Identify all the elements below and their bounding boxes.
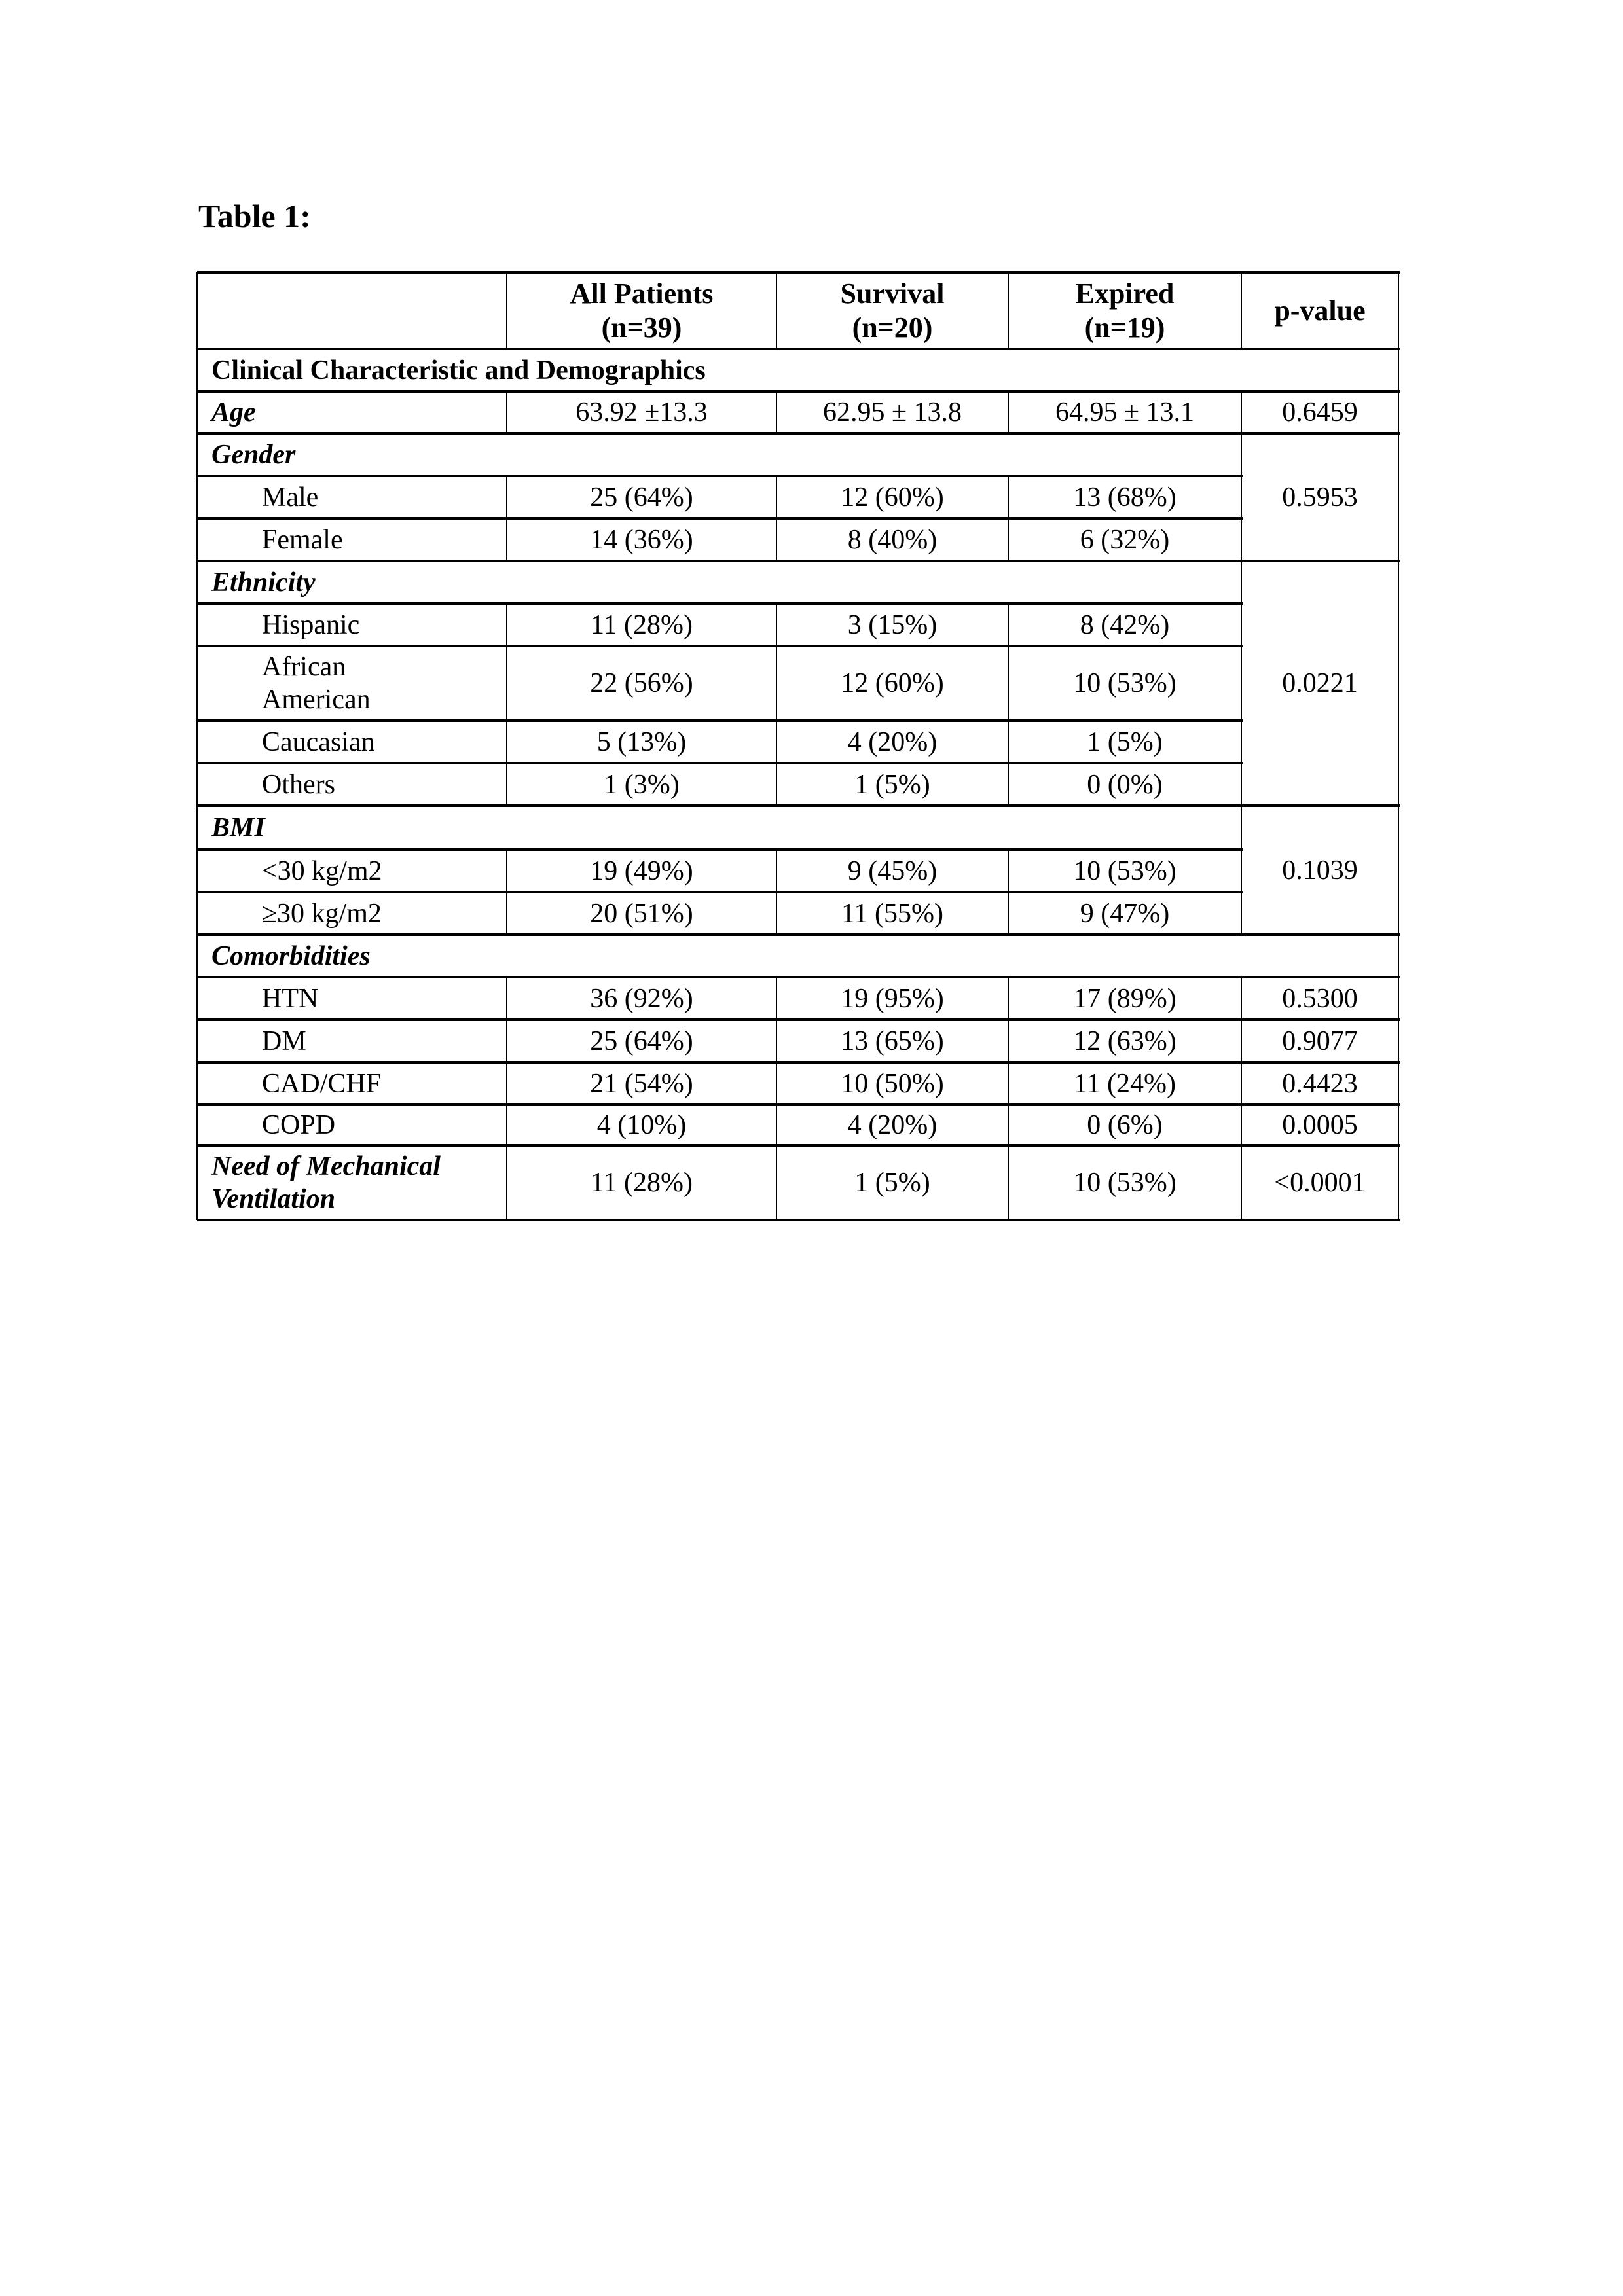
- cell-age-expired: 64.95 ± 13.1: [1055, 397, 1195, 427]
- cell-survival: 11 (55%): [841, 898, 943, 929]
- row-divider: [197, 848, 1243, 851]
- cell-survival: 12 (60%): [841, 482, 944, 512]
- cell-expired: 10 (53%): [1073, 855, 1176, 886]
- row-divider: [197, 719, 1243, 722]
- column-divider: [1241, 977, 1242, 1220]
- column-divider: [506, 850, 507, 935]
- cell-expired: 11 (24%): [1074, 1068, 1176, 1099]
- column-header-pvalue: p-value: [1274, 294, 1366, 327]
- column-header-title: Expired: [1075, 277, 1175, 310]
- cell-survival: 9 (45%): [847, 855, 938, 886]
- row-label: Caucasian: [262, 726, 375, 757]
- cell-age-pvalue: 0.6459: [1282, 397, 1358, 427]
- cell-survival: 13 (65%): [841, 1026, 944, 1056]
- cell-survival: 4 (20%): [847, 726, 938, 757]
- cell-ventilation-survival: 1 (5%): [854, 1168, 930, 1198]
- row-label: DM: [262, 1026, 306, 1056]
- cell-expired: 6 (32%): [1080, 524, 1170, 555]
- header-blank: [197, 272, 507, 349]
- column-divider: [1008, 603, 1009, 806]
- row-divider: [197, 976, 1400, 978]
- row-label: Others: [262, 769, 335, 800]
- cell-survival: 19 (95%): [841, 983, 944, 1014]
- column-divider: [1241, 806, 1242, 935]
- column-divider: [776, 603, 777, 806]
- cell-survival: 4 (20%): [847, 1110, 938, 1140]
- cell-pvalue: 0.0005: [1282, 1110, 1358, 1140]
- cell-expired: 8 (42%): [1080, 609, 1170, 640]
- row-divider: [197, 271, 1400, 274]
- row-divider: [197, 432, 1400, 435]
- row-divider: [197, 804, 1400, 807]
- row-label: Female: [262, 524, 343, 555]
- row-label-african-american: [197, 646, 507, 721]
- cell-pvalue: 0.5300: [1282, 983, 1358, 1014]
- column-divider: [506, 603, 507, 806]
- row-divider: [197, 1144, 1400, 1147]
- row-label-african-american-line-2: American: [262, 685, 371, 715]
- cell-ventilation-expired: 10 (53%): [1073, 1168, 1176, 1198]
- row-divider: [197, 1219, 1400, 1221]
- row-divider: [197, 602, 1243, 605]
- row-divider: [197, 517, 1243, 520]
- section-title: Clinical Characteristic and Demographics: [211, 355, 706, 386]
- cell-survival: 10 (50%): [841, 1068, 944, 1099]
- cell-expired: 0 (0%): [1087, 769, 1163, 800]
- cell-expired: 0 (6%): [1087, 1110, 1163, 1140]
- cell-all: 20 (51%): [590, 898, 693, 929]
- column-header-n: (n=20): [852, 311, 933, 344]
- column-divider: [506, 476, 507, 561]
- cell-gender-pvalue: 0.5953: [1282, 482, 1358, 512]
- cell-expired: 12 (63%): [1073, 1026, 1176, 1056]
- row-divider: [197, 645, 1243, 647]
- cell-survival: 3 (15%): [847, 609, 938, 640]
- row-divider: [197, 1061, 1400, 1064]
- column-divider: [506, 391, 507, 433]
- cell-ethnicity-pvalue: 0.0221: [1282, 668, 1358, 698]
- column-divider: [196, 272, 198, 1220]
- column-header-n: (n=19): [1084, 311, 1165, 344]
- column-divider: [506, 977, 507, 1220]
- column-divider: [506, 272, 507, 349]
- cell-all: 36 (92%): [590, 983, 693, 1014]
- cell-all: 11 (28%): [591, 609, 693, 640]
- cell-all: 4 (10%): [596, 1110, 687, 1140]
- row-label: COPD: [262, 1110, 336, 1140]
- group-label-ethnicity: Ethnicity: [211, 567, 316, 598]
- row-label: CAD/CHF: [262, 1068, 382, 1099]
- cell-expired: 10 (53%): [1073, 668, 1176, 698]
- column-divider: [1241, 391, 1242, 433]
- column-divider: [1241, 272, 1242, 349]
- column-divider: [1008, 272, 1009, 349]
- column-header-survival: [776, 272, 1008, 349]
- row-divider: [197, 348, 1400, 350]
- row-label-ventilation-line-2: Ventilation: [211, 1184, 336, 1214]
- row-label: <30 kg/m2: [262, 855, 382, 886]
- cell-ventilation-pvalue: <0.0001: [1274, 1168, 1366, 1198]
- cell-survival: 1 (5%): [854, 769, 930, 800]
- column-divider: [776, 391, 777, 433]
- cell-survival: 8 (40%): [847, 524, 938, 555]
- cell-all: 1 (3%): [604, 769, 680, 800]
- row-label: Male: [262, 482, 319, 512]
- cell-all: 21 (54%): [590, 1068, 693, 1099]
- cell-all: 5 (13%): [596, 726, 687, 757]
- row-divider: [197, 762, 1243, 764]
- column-divider: [776, 850, 777, 935]
- cell-age-all: 63.92 ±13.3: [575, 397, 708, 427]
- group-label-comorbidities: Comorbidities: [211, 941, 371, 971]
- cell-all: 25 (64%): [590, 482, 693, 512]
- row-divider: [197, 560, 1400, 562]
- row-divider: [197, 933, 1400, 936]
- column-header-all-patients: [507, 272, 776, 349]
- column-divider: [1241, 433, 1242, 561]
- cell-all: 14 (36%): [590, 524, 693, 555]
- row-divider: [197, 1018, 1400, 1021]
- column-header-title: Survival: [840, 277, 945, 310]
- row-label: Hispanic: [262, 609, 360, 640]
- row-divider: [197, 390, 1400, 393]
- cell-pvalue: 0.9077: [1282, 1026, 1358, 1056]
- cell-expired: 9 (47%): [1080, 898, 1170, 929]
- row-label-african-american-line-1: African: [262, 652, 346, 682]
- column-divider: [776, 977, 777, 1220]
- cell-ventilation-all: 11 (28%): [591, 1168, 693, 1198]
- group-label-bmi: BMI: [211, 812, 265, 843]
- cell-all: 25 (64%): [590, 1026, 693, 1056]
- column-header-n: (n=39): [601, 311, 682, 344]
- cell-all: 22 (56%): [590, 668, 693, 698]
- cell-expired: 17 (89%): [1073, 983, 1176, 1014]
- column-divider: [1398, 272, 1399, 1220]
- column-divider: [1008, 391, 1009, 433]
- cell-all: 19 (49%): [590, 855, 693, 886]
- column-divider: [1008, 850, 1009, 935]
- cell-pvalue: 0.4423: [1282, 1068, 1358, 1099]
- demographics-table: [197, 272, 1398, 1220]
- column-divider: [1008, 977, 1009, 1220]
- row-label: ≥30 kg/m2: [262, 898, 382, 929]
- cell-expired: 1 (5%): [1087, 726, 1163, 757]
- column-divider: [776, 476, 777, 561]
- cell-survival: 12 (60%): [841, 668, 944, 698]
- row-label: HTN: [262, 983, 319, 1014]
- column-divider: [1241, 561, 1242, 806]
- row-label-age: Age: [211, 397, 256, 427]
- cell-expired: 13 (68%): [1073, 482, 1176, 512]
- column-divider: [1008, 476, 1009, 561]
- column-header-expired: [1008, 272, 1241, 349]
- table-caption: Table 1:: [198, 198, 311, 234]
- cell-bmi-pvalue: 0.1039: [1282, 855, 1358, 886]
- cell-age-survival: 62.95 ± 13.8: [822, 397, 962, 427]
- column-header-title: All Patients: [570, 277, 714, 310]
- row-label-ventilation: [197, 1145, 507, 1220]
- row-divider: [197, 1103, 1400, 1106]
- row-label-ventilation-line-1: Need of Mechanical: [211, 1151, 441, 1181]
- row-divider: [197, 475, 1243, 477]
- column-divider: [776, 272, 777, 349]
- group-label-gender: Gender: [211, 439, 296, 470]
- row-divider: [197, 891, 1243, 893]
